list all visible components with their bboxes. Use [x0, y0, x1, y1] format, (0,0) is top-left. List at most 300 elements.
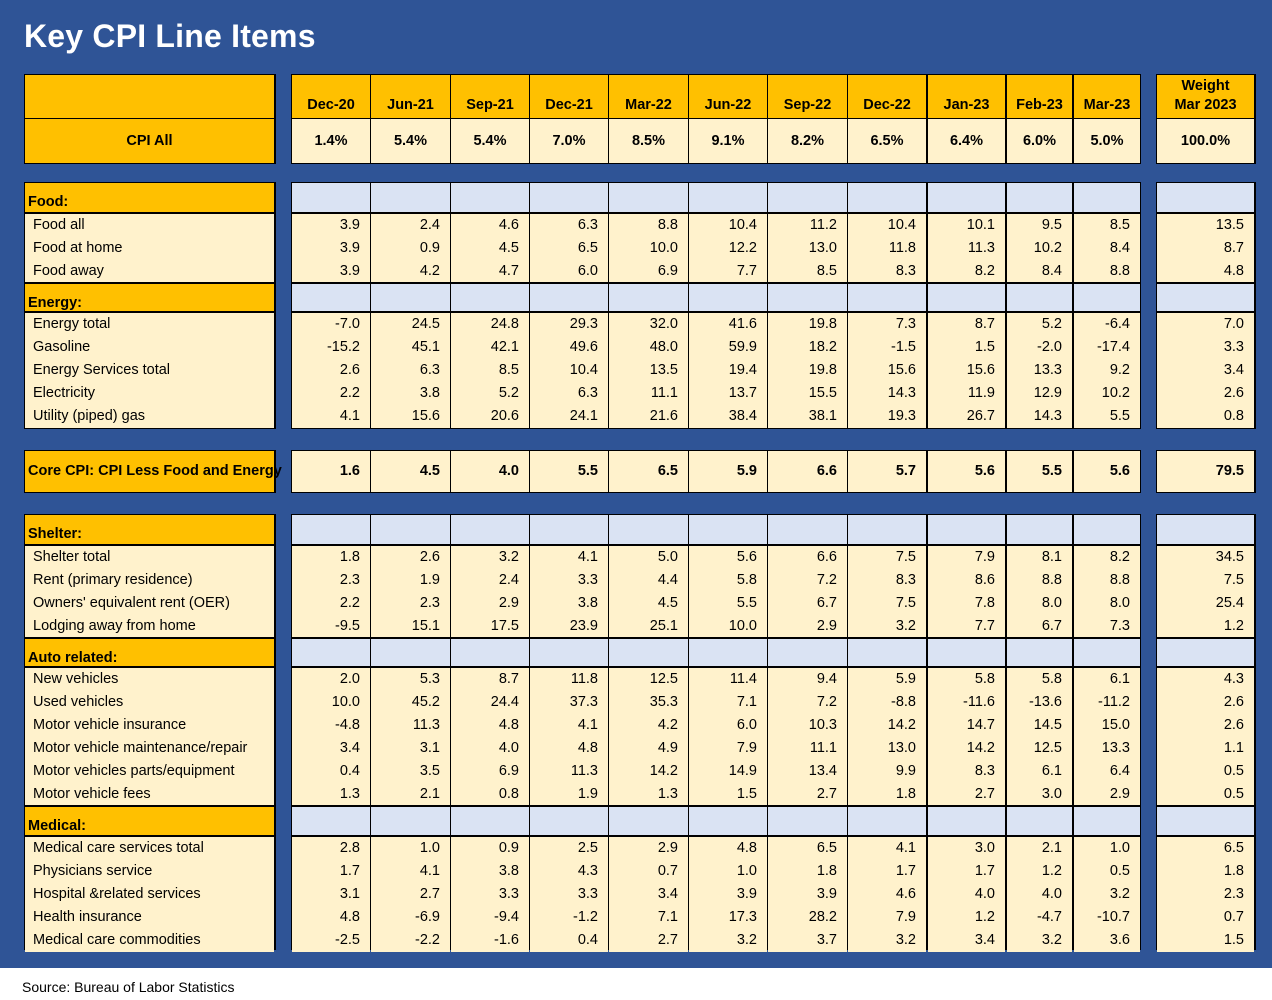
row-value: 5.2 — [1007, 313, 1072, 336]
row-value: -10.7 — [1074, 906, 1140, 929]
row-value: -2.0 — [1007, 336, 1072, 359]
section-band-4-1 — [928, 807, 1005, 836]
column-separator-0-7 — [926, 74, 928, 164]
row-value: 3.4 — [609, 883, 688, 906]
row-value: 14.2 — [928, 737, 1005, 760]
column-separator-2-0 — [370, 450, 371, 493]
section-band-2-1 — [928, 515, 1005, 545]
row-value: 17.5 — [451, 615, 529, 638]
section-band-0-4 — [1157, 183, 1254, 213]
row-value: 3.4 — [292, 737, 370, 760]
row-value: 1.0 — [371, 837, 450, 860]
row-value: 28.2 — [768, 906, 847, 929]
column-separator-0-3 — [608, 74, 609, 164]
row-value: 8.5 — [451, 359, 529, 382]
row-weight: 1.2 — [1157, 615, 1254, 638]
row-value: 2.9 — [768, 615, 847, 638]
column-separator-2-1 — [450, 450, 451, 493]
row-value: 1.8 — [292, 546, 370, 569]
row-value: 2.2 — [292, 592, 370, 615]
core-cpi-label: Core CPI: CPI Less Food and Energy — [25, 451, 274, 492]
row-value: 0.4 — [530, 929, 608, 952]
row-value: -13.6 — [1007, 691, 1072, 714]
row-value: 24.4 — [451, 691, 529, 714]
row-value: 0.9 — [371, 237, 450, 260]
cpi-all-value: 5.4% — [371, 119, 450, 163]
row-value: 8.3 — [928, 760, 1005, 783]
column-separator-2-4 — [688, 450, 689, 493]
row-value: 8.5 — [1074, 214, 1140, 237]
column-separator-3-3 — [608, 514, 609, 950]
row-weight: 0.7 — [1157, 906, 1254, 929]
row-value: 2.1 — [371, 783, 450, 806]
section-band-1-2 — [1007, 284, 1072, 312]
row-value: 0.7 — [609, 860, 688, 883]
core-cpi-weight: 79.5 — [1157, 451, 1254, 492]
section-band-3-0 — [292, 639, 926, 667]
row-value: 4.6 — [451, 214, 529, 237]
row-label: Food away — [25, 260, 274, 283]
row-label: Utility (piped) gas — [25, 405, 274, 428]
row-value: 5.8 — [928, 668, 1005, 691]
row-value: 48.0 — [609, 336, 688, 359]
row-value: 6.1 — [1007, 760, 1072, 783]
core-cpi-value: 5.7 — [848, 451, 926, 492]
row-value: 11.9 — [928, 382, 1005, 405]
row-value: 1.7 — [292, 860, 370, 883]
row-label: Used vehicles — [25, 691, 274, 714]
column-separator-0-4 — [688, 74, 689, 164]
row-value: -1.5 — [848, 336, 926, 359]
row-value: 10.3 — [768, 714, 847, 737]
row-value: 12.5 — [1007, 737, 1072, 760]
row-value: 6.7 — [768, 592, 847, 615]
row-value: 3.3 — [530, 883, 608, 906]
row-value: 2.4 — [371, 214, 450, 237]
row-value: 8.4 — [1074, 237, 1140, 260]
section-band-3-2 — [1007, 639, 1072, 667]
row-weight: 7.0 — [1157, 313, 1254, 336]
column-separator-0-0 — [370, 74, 371, 164]
row-value: 8.8 — [609, 214, 688, 237]
row-value: 11.3 — [928, 237, 1005, 260]
column-separator-0-5 — [767, 74, 768, 164]
row-value: 2.7 — [928, 783, 1005, 806]
row-value: 5.6 — [689, 546, 767, 569]
row-value: 3.2 — [1007, 929, 1072, 952]
row-value: 3.9 — [292, 214, 370, 237]
row-value: 6.7 — [1007, 615, 1072, 638]
row-value: 25.1 — [609, 615, 688, 638]
column-header-jun-21: Jun-21 — [371, 75, 450, 118]
row-value: 4.1 — [530, 714, 608, 737]
section-band-0-2 — [1007, 183, 1072, 213]
row-value: 5.0 — [609, 546, 688, 569]
row-value: 13.5 — [609, 359, 688, 382]
row-value: 8.1 — [1007, 546, 1072, 569]
row-value: 1.2 — [928, 906, 1005, 929]
core-cpi-value: 1.6 — [292, 451, 370, 492]
row-value: 45.1 — [371, 336, 450, 359]
column-separator-1-3 — [608, 182, 609, 429]
row-value: 1.5 — [689, 783, 767, 806]
row-value: 6.6 — [768, 546, 847, 569]
column-header-sep-22: Sep-22 — [768, 75, 847, 118]
row-value: 13.3 — [1007, 359, 1072, 382]
row-value: 24.5 — [371, 313, 450, 336]
row-value: 11.2 — [768, 214, 847, 237]
column-header-dec-20: Dec-20 — [292, 75, 370, 118]
row-label: Motor vehicle insurance — [25, 714, 274, 737]
row-label: Energy total — [25, 313, 274, 336]
row-value: 11.8 — [530, 668, 608, 691]
section-band-3-1 — [928, 639, 1005, 667]
row-value: 3.8 — [371, 382, 450, 405]
row-value: 11.3 — [371, 714, 450, 737]
row-value: 3.8 — [530, 592, 608, 615]
row-value: 37.3 — [530, 691, 608, 714]
row-value: -1.2 — [530, 906, 608, 929]
row-value: 14.3 — [848, 382, 926, 405]
row-value: 20.6 — [451, 405, 529, 428]
row-value: 13.4 — [768, 760, 847, 783]
row-value: 4.0 — [928, 883, 1005, 906]
row-weight: 2.3 — [1157, 883, 1254, 906]
section-band-4-4 — [1157, 807, 1254, 836]
row-value: -7.0 — [292, 313, 370, 336]
row-weight: 2.6 — [1157, 691, 1254, 714]
section-heading-energy: Energy: — [25, 284, 274, 312]
row-label: Electricity — [25, 382, 274, 405]
row-value: 0.9 — [451, 837, 529, 860]
row-value: 2.3 — [292, 569, 370, 592]
row-value: 2.7 — [609, 929, 688, 952]
section-heading-autorelated: Auto related: — [25, 639, 274, 667]
row-value: 3.1 — [292, 883, 370, 906]
row-value: 21.6 — [609, 405, 688, 428]
row-value: -6.4 — [1074, 313, 1140, 336]
column-separator-0-9 — [1072, 74, 1074, 164]
row-value: 10.0 — [292, 691, 370, 714]
header-label-blank — [25, 75, 274, 118]
row-value: 7.7 — [928, 615, 1005, 638]
core-cpi-value: 4.5 — [371, 451, 450, 492]
row-value: -1.6 — [451, 929, 529, 952]
row-label: Health insurance — [25, 906, 274, 929]
row-value: 19.8 — [768, 359, 847, 382]
row-value: 3.2 — [848, 615, 926, 638]
core-cpi-value: 5.5 — [530, 451, 608, 492]
column-separator-2-7 — [926, 450, 928, 493]
row-value: 7.9 — [689, 737, 767, 760]
row-value: -6.9 — [371, 906, 450, 929]
row-label: Medical care commodities — [25, 929, 274, 952]
column-separator-3-1 — [450, 514, 451, 950]
row-value: 4.9 — [609, 737, 688, 760]
row-value: 12.5 — [609, 668, 688, 691]
section-band-1-0 — [292, 284, 926, 312]
row-value: 42.1 — [451, 336, 529, 359]
row-value: 5.9 — [848, 668, 926, 691]
row-value: 14.7 — [928, 714, 1005, 737]
row-value: 3.5 — [371, 760, 450, 783]
row-value: 3.2 — [451, 546, 529, 569]
row-weight: 8.7 — [1157, 237, 1254, 260]
row-value: 12.9 — [1007, 382, 1072, 405]
row-value: 7.3 — [1074, 615, 1140, 638]
row-value: 4.8 — [689, 837, 767, 860]
row-value: 4.1 — [848, 837, 926, 860]
column-separator-2-3 — [608, 450, 609, 493]
row-value: 13.7 — [689, 382, 767, 405]
section-band-2-3 — [1074, 515, 1140, 545]
row-value: 9.5 — [1007, 214, 1072, 237]
section-band-0-0 — [292, 183, 926, 213]
cpi-all-value: 8.5% — [609, 119, 688, 163]
row-value: 14.3 — [1007, 405, 1072, 428]
row-value: -4.8 — [292, 714, 370, 737]
row-value: 4.1 — [292, 405, 370, 428]
row-value: 49.6 — [530, 336, 608, 359]
section-band-1-4 — [1157, 284, 1254, 312]
row-value: 3.3 — [530, 569, 608, 592]
row-value: 4.5 — [451, 237, 529, 260]
row-value: 15.5 — [768, 382, 847, 405]
row-value: 10.0 — [609, 237, 688, 260]
row-value: 14.5 — [1007, 714, 1072, 737]
row-value: 11.8 — [848, 237, 926, 260]
row-value: 9.4 — [768, 668, 847, 691]
row-weight: 25.4 — [1157, 592, 1254, 615]
row-value: 4.2 — [609, 714, 688, 737]
row-value: 8.3 — [848, 260, 926, 283]
core-cpi-value: 5.6 — [1074, 451, 1140, 492]
row-value: 10.0 — [689, 615, 767, 638]
row-value: 19.3 — [848, 405, 926, 428]
row-value: 8.4 — [1007, 260, 1072, 283]
row-value: 11.1 — [768, 737, 847, 760]
row-weight: 0.5 — [1157, 760, 1254, 783]
column-separator-1-7 — [926, 182, 928, 429]
cpi-all-weight: 100.0% — [1157, 119, 1254, 163]
column-separator-2-8 — [1005, 450, 1007, 493]
row-value: 13.3 — [1074, 737, 1140, 760]
column-separator-0-2 — [529, 74, 530, 164]
row-label: Rent (primary residence) — [25, 569, 274, 592]
row-value: 3.8 — [451, 860, 529, 883]
cpi-all-value: 6.5% — [848, 119, 926, 163]
row-value: 4.8 — [530, 737, 608, 760]
row-value: -2.5 — [292, 929, 370, 952]
row-value: 9.2 — [1074, 359, 1140, 382]
row-weight: 2.6 — [1157, 382, 1254, 405]
row-value: 0.8 — [451, 783, 529, 806]
row-value: 8.7 — [451, 668, 529, 691]
row-value: 2.6 — [371, 546, 450, 569]
weight-header — [1157, 75, 1254, 118]
core-cpi-value: 5.5 — [1007, 451, 1072, 492]
row-value: 15.6 — [928, 359, 1005, 382]
column-separator-1-5 — [767, 182, 768, 429]
section-heading-medical: Medical: — [25, 807, 274, 836]
row-value: 1.7 — [848, 860, 926, 883]
row-label: Motor vehicle fees — [25, 783, 274, 806]
row-value: 7.2 — [768, 569, 847, 592]
row-value: 8.2 — [1074, 546, 1140, 569]
row-value: 3.6 — [1074, 929, 1140, 952]
row-value: 1.0 — [1074, 837, 1140, 860]
cpi-all-value: 7.0% — [530, 119, 608, 163]
row-value: 38.4 — [689, 405, 767, 428]
row-value: 41.6 — [689, 313, 767, 336]
column-separator-0-6 — [847, 74, 848, 164]
row-weight: 1.8 — [1157, 860, 1254, 883]
row-value: 2.4 — [451, 569, 529, 592]
row-value: 10.4 — [530, 359, 608, 382]
row-value: 5.5 — [1074, 405, 1140, 428]
cpi-all-value: 6.4% — [928, 119, 1005, 163]
row-value: 19.4 — [689, 359, 767, 382]
row-value: 6.3 — [371, 359, 450, 382]
row-value: 8.2 — [928, 260, 1005, 283]
row-value: 4.6 — [848, 883, 926, 906]
row-value: 1.9 — [530, 783, 608, 806]
column-separator-3-9 — [1072, 514, 1074, 950]
section-heading-food: Food: — [25, 183, 274, 213]
row-value: 19.8 — [768, 313, 847, 336]
row-value: 4.4 — [609, 569, 688, 592]
row-weight: 13.5 — [1157, 214, 1254, 237]
row-weight: 6.5 — [1157, 837, 1254, 860]
column-separator-3-5 — [767, 514, 768, 950]
row-value: 2.0 — [292, 668, 370, 691]
row-weight: 3.4 — [1157, 359, 1254, 382]
row-value: 7.9 — [848, 906, 926, 929]
row-value: 4.7 — [451, 260, 529, 283]
row-value: 6.0 — [689, 714, 767, 737]
weight-header-line-2: Mar 2023 — [1174, 97, 1237, 113]
row-value: 4.5 — [609, 592, 688, 615]
column-separator-3-6 — [847, 514, 848, 950]
row-value: 7.7 — [689, 260, 767, 283]
row-value: 7.5 — [848, 546, 926, 569]
row-value: 26.7 — [928, 405, 1005, 428]
row-value: 5.8 — [1007, 668, 1072, 691]
row-label: Motor vehicle maintenance/repair — [25, 737, 274, 760]
row-label: Shelter total — [25, 546, 274, 569]
column-separator-1-1 — [450, 182, 451, 429]
cpi-all-value: 1.4% — [292, 119, 370, 163]
row-weight: 0.5 — [1157, 783, 1254, 806]
column-separator-1-4 — [688, 182, 689, 429]
row-value: -9.4 — [451, 906, 529, 929]
row-value: 6.5 — [530, 237, 608, 260]
core-cpi-value: 4.0 — [451, 451, 529, 492]
column-separator-3-4 — [688, 514, 689, 950]
row-value: 8.6 — [928, 569, 1005, 592]
column-separator-2-5 — [767, 450, 768, 493]
section-band-3-3 — [1074, 639, 1140, 667]
row-value: 2.9 — [609, 837, 688, 860]
cpi-all-label: CPI All — [25, 119, 274, 163]
row-label: Gasoline — [25, 336, 274, 359]
row-label: Food at home — [25, 237, 274, 260]
column-separator-3-8 — [1005, 514, 1007, 950]
row-value: 15.6 — [371, 405, 450, 428]
column-separator-3-7 — [926, 514, 928, 950]
row-value: 1.2 — [1007, 860, 1072, 883]
column-separator-1-0 — [370, 182, 371, 429]
source-note: Source: Bureau of Labor Statistics — [22, 979, 235, 995]
row-value: 8.8 — [1074, 260, 1140, 283]
row-value: 10.1 — [928, 214, 1005, 237]
column-separator-2-2 — [529, 450, 530, 493]
row-value: -11.2 — [1074, 691, 1140, 714]
row-value: 3.7 — [768, 929, 847, 952]
row-value: 8.7 — [928, 313, 1005, 336]
row-value: 6.9 — [609, 260, 688, 283]
row-value: 4.2 — [371, 260, 450, 283]
row-value: 6.3 — [530, 214, 608, 237]
row-value: 11.4 — [689, 668, 767, 691]
row-label: New vehicles — [25, 668, 274, 691]
section-band-2-4 — [1157, 515, 1254, 545]
row-label: Hospital &related services — [25, 883, 274, 906]
row-value: 1.9 — [371, 569, 450, 592]
row-value: 0.5 — [1074, 860, 1140, 883]
row-value: 1.3 — [292, 783, 370, 806]
cpi-all-value: 9.1% — [689, 119, 767, 163]
row-value: 2.9 — [1074, 783, 1140, 806]
row-value: 1.0 — [689, 860, 767, 883]
row-weight: 3.3 — [1157, 336, 1254, 359]
row-value: 15.1 — [371, 615, 450, 638]
column-header-mar-23: Mar-23 — [1074, 75, 1140, 118]
row-value: -2.2 — [371, 929, 450, 952]
row-value: 7.1 — [689, 691, 767, 714]
row-value: 2.7 — [768, 783, 847, 806]
row-value: 29.3 — [530, 313, 608, 336]
page-title: Key CPI Line Items — [24, 18, 316, 54]
section-band-1-1 — [928, 284, 1005, 312]
row-weight: 1.5 — [1157, 929, 1254, 952]
row-value: 4.3 — [530, 860, 608, 883]
row-value: 10.2 — [1074, 382, 1140, 405]
row-value: -4.7 — [1007, 906, 1072, 929]
row-value: 14.2 — [848, 714, 926, 737]
row-value: 3.4 — [928, 929, 1005, 952]
row-value: 14.2 — [609, 760, 688, 783]
row-value: 7.1 — [609, 906, 688, 929]
row-value: 2.6 — [292, 359, 370, 382]
row-value: 4.0 — [1007, 883, 1072, 906]
row-value: 4.1 — [530, 546, 608, 569]
column-header-jan-23: Jan-23 — [928, 75, 1005, 118]
row-value: 3.0 — [928, 837, 1005, 860]
column-header-mar-22: Mar-22 — [609, 75, 688, 118]
row-value: 7.5 — [848, 592, 926, 615]
row-value: 12.2 — [689, 237, 767, 260]
column-separator-3-2 — [529, 514, 530, 950]
row-value: 13.0 — [768, 237, 847, 260]
row-value: -17.4 — [1074, 336, 1140, 359]
row-value: 3.2 — [689, 929, 767, 952]
row-value: -8.8 — [848, 691, 926, 714]
section-band-0-3 — [1074, 183, 1140, 213]
row-value: 10.4 — [848, 214, 926, 237]
row-value: 17.3 — [689, 906, 767, 929]
row-value: 1.3 — [609, 783, 688, 806]
